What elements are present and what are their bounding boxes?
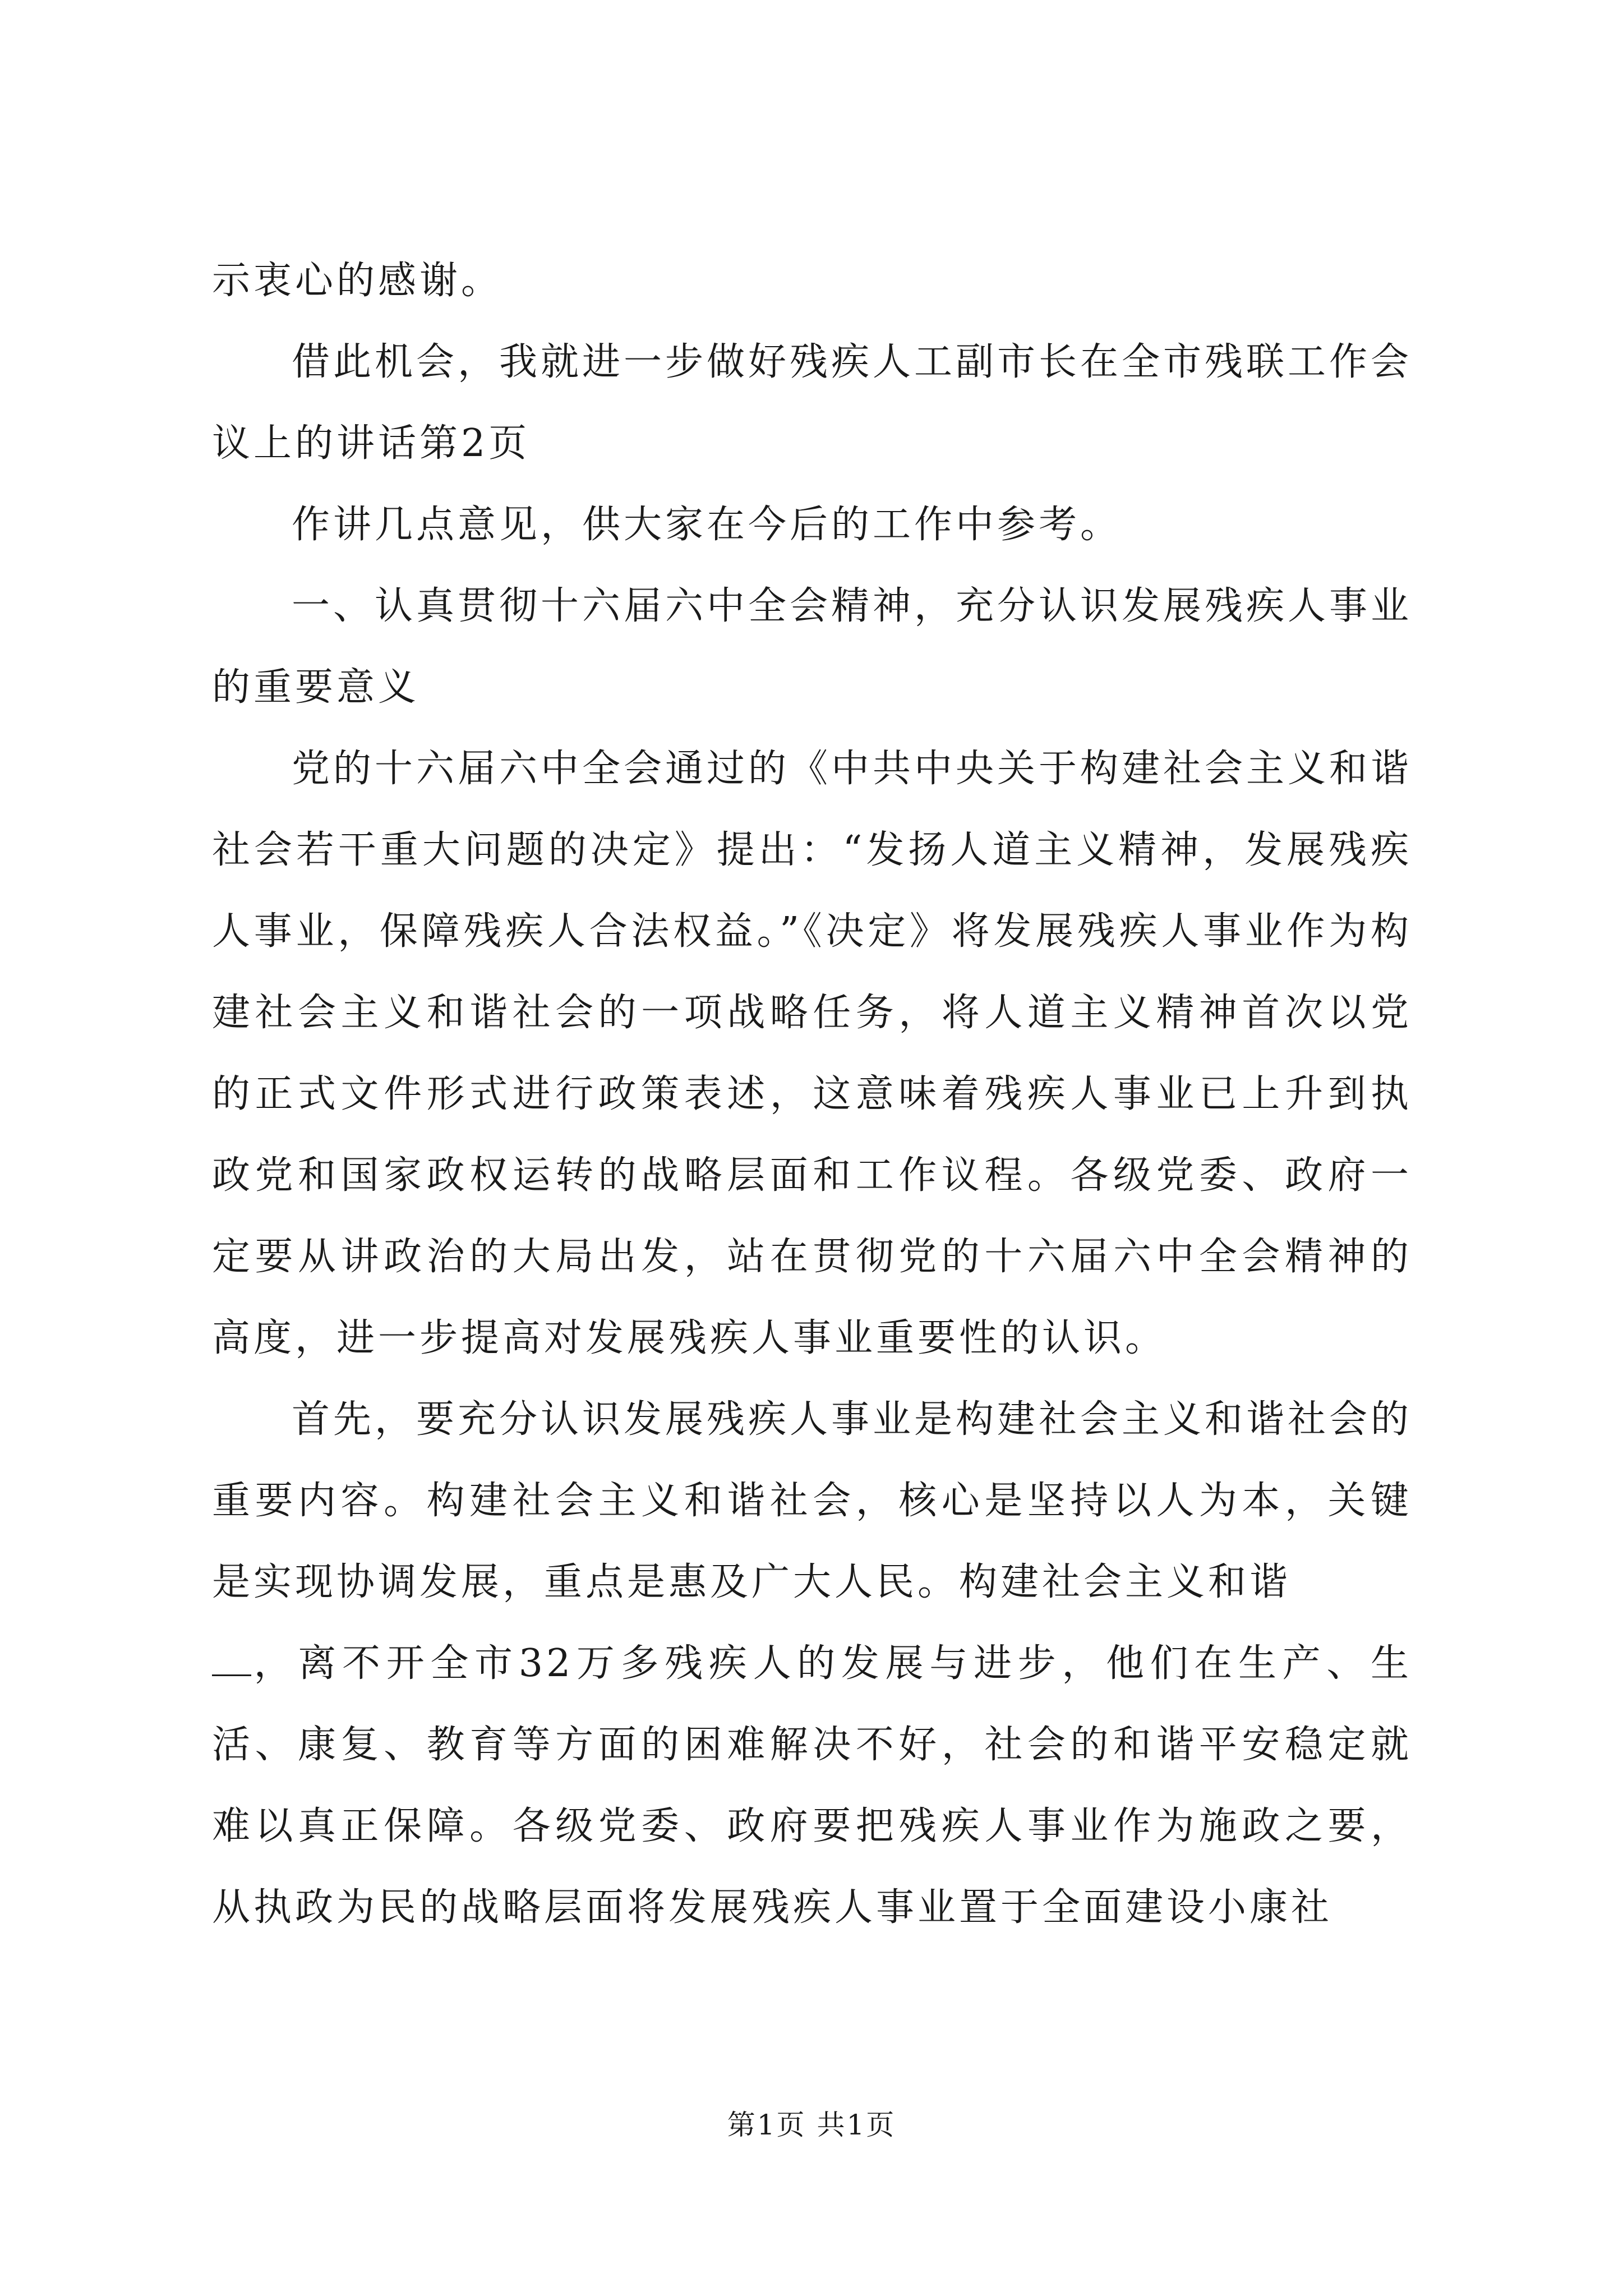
paragraph-opinions: 作讲几点意见，供大家在今后的工作中参考。 <box>292 503 1122 547</box>
section-heading-1: 一、认真贯彻十六届六中全会精神，充分认识发展残疾人事业的重要意义 <box>212 584 1413 710</box>
paragraph-closing-thanks: 示衷心的感谢。 <box>212 259 503 303</box>
blank-underline <box>212 1636 251 1676</box>
document-body <box>212 240 1412 1948</box>
paragraph-first-point-continued: ，离不开全市32万多残疾人的发展与进步，他们在生产、生活、康复、教育等方面的困难解决不好，社会的和谐平安稳定就难以真正保障。各级党委、政府要把残疾人事业作为施政之要，从执政为民的战略层面将发展残疾人事业置于全面建设小康社 <box>212 1641 1412 1930</box>
paragraph-first-point <box>212 1379 1412 1948</box>
page-footer: 第1页 共1页 <box>727 2109 896 2141</box>
paragraph-party-decision: 党的十六届六中全会通过的《中共中央关于构建社会主义和谐社会若干重大问题的决定》提出：“发扬人道主义精神，发展残疾人事业，保障残疾人合法权益。”《决定》将发展残疾人事业作为构建社会主义和谐社会的一项战略任务，将人道主义精神首次以党的正式文件形式进行政策表述，这意味着残疾人事业已上升到执政党和国家政权运转的战略层面和工作议程。各级党委、政府一定要从讲政治的大局出发，站在贯彻党的十六届六中全会精神的高度，进一步提高对发展残疾人事业重要性的认识。 <box>212 747 1413 1360</box>
paragraph-intro: 借此机会，我就进一步做好残疾人工副市长在全市残联工作会议上的讲话第2页 <box>212 340 1413 466</box>
paragraph-first-point-text: 首先，要充分认识发展残疾人事业是构建社会主义和谐社会的重要内容。构建社会主义和谐社会，核心是坚持以人为本，关键是实现协调发展，重点是惠及广大人民。构建社会主义和谐 <box>212 1397 1413 1604</box>
